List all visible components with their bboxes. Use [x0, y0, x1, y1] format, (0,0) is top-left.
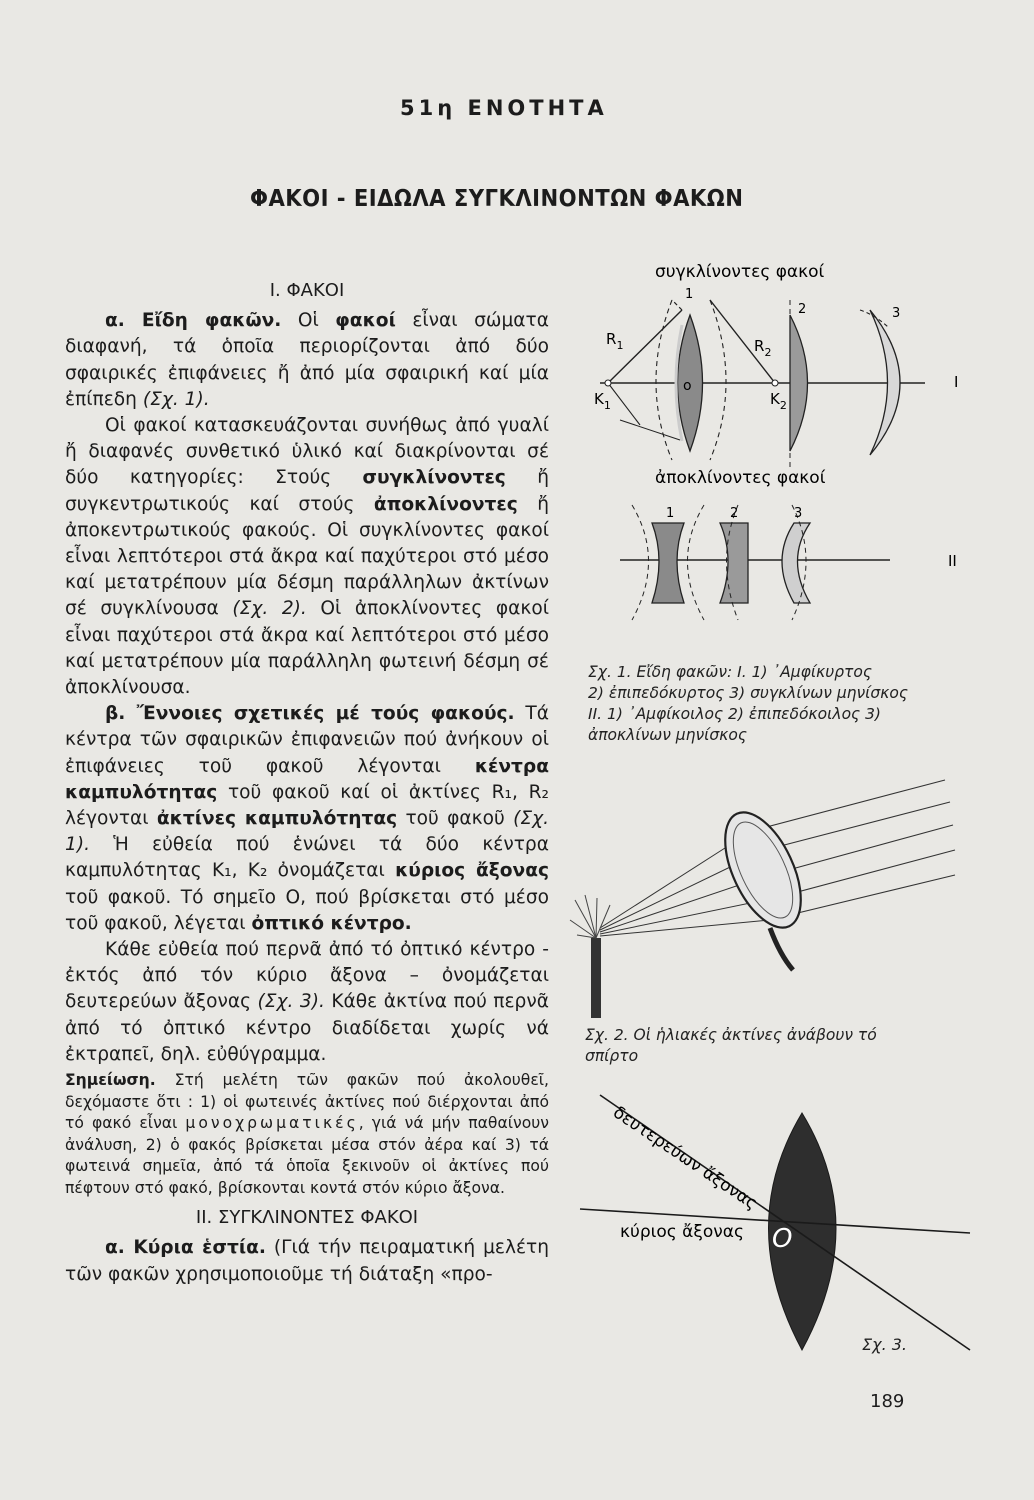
focused-ray — [600, 900, 765, 934]
label-lens-1: 1 — [685, 287, 694, 302]
label-o: o — [683, 378, 692, 394]
sun-ray — [775, 850, 955, 898]
label-converging-lenses: συγκλίνοντες φακοί — [655, 262, 825, 282]
text: εἶναι σώματα διαφανή, τά ὁποῖα περιορίζονται ἀπό δύο σφαιρικές ἐπιφάνειες ἤ ἀπό μία σφαιρική καί μία ἐπίπεδη — [65, 310, 549, 410]
sun-ray — [777, 875, 955, 918]
caption-line: II. 1) ᾿Αμφίκοιλος 2) ἐπιπεδόκοιλος 3) — [588, 705, 881, 723]
paragraph-principal-focus — [65, 1235, 549, 1287]
match-stick — [591, 938, 601, 1018]
principal-axis-label: κύριος ἄξονας — [620, 1222, 744, 1242]
caption-line: ἀποκλίνων μηνίσκος — [588, 726, 747, 744]
optical-center-label: O — [772, 1224, 793, 1254]
biconcave-lens — [652, 523, 684, 603]
term-lenses: φακοί — [335, 310, 396, 332]
section-title-lenses: Ι. ΦΑΚΟΙ — [269, 280, 345, 301]
r1-subscript: 1 — [616, 339, 624, 352]
unit-heading: 51η ΕΝΟΤΗΤΑ — [400, 96, 608, 120]
text: Κάθε ἀκτίνα πού περνᾶ ἀπό τό ὀπτικό κέντρο διαδίδεται χωρίς νά ἐκτραπεῖ, δηλ. εὐθύγραμμα. — [65, 991, 549, 1065]
dashed-curvature-arc — [710, 300, 726, 460]
figure-1-caption — [588, 662, 938, 746]
figure-reference: (Σχ. 1). — [65, 808, 549, 856]
figure-3-axes — [570, 1085, 990, 1365]
label-lens-3: 3 — [794, 506, 803, 521]
sun-ray — [765, 802, 950, 850]
figure-1-lens-types — [570, 255, 990, 665]
label-lens-1: 1 — [666, 506, 675, 521]
label-diverging-lenses: ἀποκλίνοντες φακοί — [655, 468, 826, 488]
text: Οἱ φακοί κατασκευάζονται συνήθως ἀπό γυαλί ἤ διαφανές συνθετικό ὑλικό καί διακρίνονται σέ δύο κατηγορίες: Στούς — [65, 415, 549, 489]
figure-reference: (Σχ. 2). — [232, 598, 307, 620]
sun-ray — [770, 825, 953, 875]
text: (Γιά τήν πειραματική μελέτη τῶν φακῶν χρησιμοποιοῦμε τή διάταξη «προ- — [65, 1237, 549, 1285]
radius-lower-line — [608, 383, 640, 425]
term-diverging: ἀποκλίνοντες — [373, 493, 518, 515]
text: Ἡ εὐθεία πού ἑνώνει τά δύο κέντρα καμπυλότητας Κ₁, Κ₂ ὀνομάζεται — [65, 834, 549, 882]
plano-concave-lens — [720, 523, 748, 603]
center-k1-point — [605, 380, 611, 386]
note-paragraph — [65, 1070, 549, 1199]
diverging-meniscus-lens — [782, 523, 810, 603]
page-number: 189 — [870, 1391, 905, 1412]
center-k2-point — [772, 380, 778, 386]
label-lens-3: 3 — [892, 306, 901, 321]
match-flame — [570, 895, 610, 938]
term-radii-of-curvature: ἀκτίνες καμπυλότητας — [156, 808, 398, 830]
text: Οἱ — [281, 310, 336, 332]
term-centers-of-curvature: κέντρα καμπυλότητας — [65, 755, 549, 803]
note-label: Σημείωση. — [65, 1071, 156, 1090]
magnifier-handle — [770, 928, 793, 970]
paragraph-secondary-axis — [65, 937, 549, 1068]
term-monochromatic: μονοχρωματικές — [185, 1114, 359, 1133]
magnifying-glass-lens — [710, 801, 817, 939]
term-principal-axis: κύριος ἄξονας — [395, 860, 549, 882]
paragraph-lens-concepts — [65, 701, 549, 937]
text: τοῦ φακοῦ. Τό σημεῖο Ο, πού βρίσκεται στό μέσο τοῦ φακοῦ, λέγεται — [65, 886, 549, 934]
figure-3-caption: Σχ. 3. — [862, 1335, 908, 1354]
r1-letter: R — [606, 330, 617, 348]
subheading-lens-types: α. Εἴδη φακῶν. — [105, 310, 282, 332]
k1-subscript: 1 — [603, 399, 611, 412]
figure-reference: (Σχ. 1). — [142, 388, 210, 410]
label-lens-2: 2 — [730, 506, 739, 521]
dashed-curvature-arc — [656, 300, 672, 460]
subheading-principal-focus: α. Κύρια ἑστία. — [105, 1237, 266, 1259]
text: Οἱ ἀποκλίνοντες φακοί εἶναι παχύτεροι στά ἄκρα καί λεπτότεροι στό μέσο καί μετατρέπουν μία παράλληλη φωτεινή δέσμη σέ ἀποκλίνουσα. — [65, 598, 549, 699]
term-converging: συγκλίνοντες — [362, 467, 506, 489]
subheading-lens-concepts: β. Ἔννοιες σχετικές μέ τούς φακούς. — [105, 703, 515, 725]
text: Στή μελέτη τῶν φακῶν πού ἀκολουθεῖ, δεχόμαστε ὅτι : 1) οἱ φωτεινές ἀκτίνες πού διέρχονται ἀπό τό φακό εἶναι — [65, 1071, 549, 1133]
label-lens-2: 2 — [798, 302, 807, 317]
text: τοῦ φακοῦ — [397, 808, 514, 830]
focused-ray — [600, 878, 760, 932]
label-r1 — [606, 330, 623, 352]
r2-letter: R — [754, 337, 765, 355]
text: Κάθε εὐθεία πού περνᾶ ἀπό τό ὀπτικό κέντρο - ἐκτός ἀπό τόν κύριο ἄξονα – ὀνομάζεται δευτερεύων ἄξονας — [65, 939, 549, 1013]
section-title-converging-lenses: ΙΙ. ΣΥΓΚΛΙΝΟΝΤΕΣ ΦΑΚΟΙ — [195, 1207, 419, 1229]
row-label-i: I — [954, 373, 959, 391]
paragraph-lens-categories — [65, 413, 549, 701]
text: Τά κέντρα τῶν σφαιρικῶν ἐπιφανειῶν πού ἀνήκουν οἱ ἐπιφάνειες τοῦ φακοῦ λέγονται — [65, 703, 549, 777]
chapter-title: ΦΑΚΟΙ - ΕΙΔΩΛΑ ΣΥΓΚΛΙΝΟΝΤΩΝ ΦΑΚΩΝ — [250, 186, 744, 212]
text: ἤ συγκεντρωτικούς καί στούς — [65, 467, 549, 515]
radius-lower-line — [620, 420, 680, 440]
figure-2-caption: Σχ. 2. Οἱ ἡλιακές ἀκτίνες ἀνάβουν τό σπίρτο — [585, 1026, 877, 1065]
label-k1 — [594, 390, 611, 412]
figure-reference: (Σχ. 3). — [257, 991, 325, 1013]
k2-letter: K — [770, 390, 780, 408]
dashed-curvature-arc — [688, 505, 705, 620]
left-column — [65, 278, 549, 1288]
figure-2-burning-glass — [565, 770, 965, 1020]
term-optical-center: ὀπτικό κέντρο. — [251, 912, 412, 934]
dashed-arc — [672, 300, 682, 310]
k1-letter: K — [594, 390, 604, 408]
secondary-axis-label: δευτερεύων ἄξονας — [609, 1102, 761, 1214]
text: , γιά νά μήν παθαίνουν ἀνάλυση, 2) ὁ φακός βρίσκεται μέσα στόν ἀέρα καί 3) τά φωτεινά σημεῖα, ἀπό τά ὁποῖα ξεκινοῦν οἱ ἀκτίνες πού πέφτουν στό φακό, βρίσκονται κοντά στόν κύριο ἄξονα. — [65, 1114, 549, 1197]
label-k2 — [770, 390, 787, 412]
row-label-ii: II — [948, 552, 957, 570]
plano-convex-lens — [790, 315, 808, 451]
k2-subscript: 2 — [779, 399, 787, 412]
focused-ray — [600, 920, 770, 936]
label-r2 — [754, 337, 771, 359]
text: τοῦ φακοῦ καί οἱ ἀκτίνες R₁, R₂ λέγονται — [65, 781, 549, 830]
caption-line: 2) ἐπιπεδόκυρτος 3) συγκλίνων μηνίσκος — [588, 684, 908, 702]
sun-ray — [755, 780, 945, 830]
r2-subscript: 2 — [764, 346, 772, 359]
paragraph-lens-types — [65, 308, 549, 413]
radius-r2-line — [710, 300, 775, 383]
dashed-curvature-arc — [632, 505, 649, 620]
caption-line: Σχ. 1. Εἴδη φακῶν: I. 1) ᾿Αμφίκυρτος — [588, 663, 872, 681]
text: ἤ ἀποκεντρωτικούς φακούς. Οἱ συγκλίνοντες φακοί εἶναι λεπτότεροι στά ἄκρα καί παχύτεροι στό μέσο καί μετατρέπουν μία δέσμη παράλληλων ἀκτίνων σέ συγκλίνουσα — [65, 493, 549, 620]
